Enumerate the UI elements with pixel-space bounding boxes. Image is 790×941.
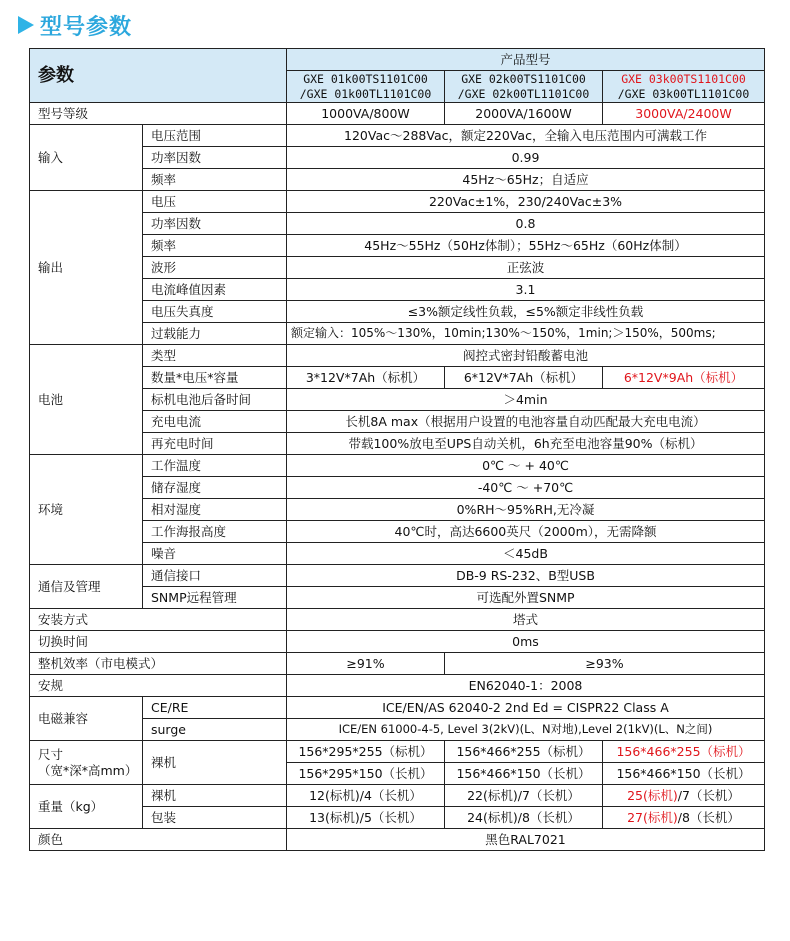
cell: 156*466*150（长机） [445, 763, 603, 785]
row-label: 过载能力 [143, 323, 287, 345]
row-label: 安装方式 [30, 609, 287, 631]
table-row [30, 103, 765, 125]
spec-table [29, 48, 765, 851]
cell: 156*295*150（长机） [287, 763, 445, 785]
model-cell-2 [445, 71, 603, 103]
cell-part: 27(标机) [627, 810, 678, 825]
cell-part: 25(标机) [627, 788, 678, 803]
cell: 0℃ ～ + 40℃ [287, 455, 765, 477]
group-label: 通信及管理 [30, 565, 143, 609]
cell: 156*295*255（标机） [287, 741, 445, 763]
group-label: 重量（kg） [30, 785, 143, 829]
row-label: 工作海报高度 [143, 521, 287, 543]
table-row [30, 609, 765, 631]
row-label: 频率 [143, 235, 287, 257]
cell: ＞4min [287, 389, 765, 411]
model-line: /GXE 03k00TL1101C00 [617, 86, 750, 101]
table-row [30, 741, 765, 763]
cell: EN62040-1：2008 [287, 675, 765, 697]
table-row [30, 455, 765, 477]
label-line: （宽*深*高mm） [38, 762, 138, 778]
cell: DB-9 RS-232、B型USB [287, 565, 765, 587]
model-cell-1 [287, 71, 445, 103]
model-header: 产品型号 [287, 49, 765, 71]
row-label: CE/RE [143, 697, 287, 719]
row-label: 包装 [143, 807, 287, 829]
row-label: 电压范围 [143, 125, 287, 147]
group-label: 电磁兼容 [30, 697, 143, 741]
cell: 0.99 [287, 147, 765, 169]
cell: 3.1 [287, 279, 765, 301]
group-label: 电池 [30, 345, 143, 455]
row-label: 电流峰值因素 [143, 279, 287, 301]
row-label: 裸机 [143, 785, 287, 807]
row-label: 功率因数 [143, 213, 287, 235]
cell: 12(标机)/4（长机） [287, 785, 445, 807]
table-row-header-1 [30, 49, 765, 71]
cell: ICE/EN/AS 62040-2 2nd Ed = CISPR22 Class A [287, 697, 765, 719]
cell-part: /7（长机） [677, 788, 740, 803]
model-line: GXE 03k00TS1101C00 [621, 71, 746, 86]
row-label: 电压 [143, 191, 287, 213]
table-row [30, 345, 765, 367]
page-header [18, 8, 132, 42]
row-label: 裸机 [143, 741, 287, 785]
cell [603, 807, 765, 829]
cell: 220Vac±1%，230/240Vac±3% [287, 191, 765, 213]
row-label: 再充电时间 [143, 433, 287, 455]
cell: ≥91% [287, 653, 445, 675]
param-header: 参数 [30, 49, 287, 103]
cell: 1000VA/800W [287, 103, 445, 125]
cell: 6*12V*9Ah（标机） [603, 367, 765, 389]
row-label: 数量*电压*容量 [143, 367, 287, 389]
cell: 额定输入：105%～130%，10min;130%～150%，1min;＞150%，500ms; [287, 323, 765, 345]
row-label: 频率 [143, 169, 287, 191]
table-row [30, 785, 765, 807]
cell: 156*466*255（标机） [603, 741, 765, 763]
group-label: 环境 [30, 455, 143, 565]
table-row [30, 565, 765, 587]
cell: ＜45dB [287, 543, 765, 565]
row-label: 波形 [143, 257, 287, 279]
row-label: 类型 [143, 345, 287, 367]
arrow-right-icon [18, 16, 34, 34]
cell: 45Hz～65Hz；自适应 [287, 169, 765, 191]
table-row [30, 125, 765, 147]
cell: ≤3%额定线性负载，≤5%额定非线性负载 [287, 301, 765, 323]
model-line: GXE 01k00TS1101C00 [303, 71, 428, 86]
model-line: /GXE 01k00TL1101C00 [299, 86, 432, 101]
model-line: GXE 02k00TS1101C00 [461, 71, 586, 86]
table-row [30, 631, 765, 653]
page-title: 型号参数 [40, 14, 133, 40]
row-label: 型号等级 [30, 103, 287, 125]
row-label: 安规 [30, 675, 287, 697]
row-label: SNMP远程管理 [143, 587, 287, 609]
table-row [30, 697, 765, 719]
cell: 阀控式密封铅酸蓄电池 [287, 345, 765, 367]
group-label: 输入 [30, 125, 143, 191]
group-label: 输出 [30, 191, 143, 345]
cell: 6*12V*7Ah（标机） [445, 367, 603, 389]
row-label: 整机效率（市电模式） [30, 653, 287, 675]
cell: 120Vac～288Vac，额定220Vac，全输入电压范围内可满载工作 [287, 125, 765, 147]
row-label: 充电电流 [143, 411, 287, 433]
cell: -40℃ ～ +70℃ [287, 477, 765, 499]
cell: 0%RH～95%RH,无冷凝 [287, 499, 765, 521]
row-label: 噪音 [143, 543, 287, 565]
model-line: /GXE 02k00TL1101C00 [457, 86, 590, 101]
cell: 正弦波 [287, 257, 765, 279]
row-label: 功率因数 [143, 147, 287, 169]
row-label: 电压失真度 [143, 301, 287, 323]
cell: 0.8 [287, 213, 765, 235]
row-label: 通信接口 [143, 565, 287, 587]
cell: 3*12V*7Ah（标机） [287, 367, 445, 389]
row-label: 切换时间 [30, 631, 287, 653]
cell: 156*466*255（标机） [445, 741, 603, 763]
cell: 22(标机)/7（长机） [445, 785, 603, 807]
cell: ≥93% [445, 653, 765, 675]
cell-part: /8（长机） [677, 810, 740, 825]
cell: 长机8A max（根据用户设置的电池容量自动匹配最大充电电流） [287, 411, 765, 433]
cell: 可选配外置SNMP [287, 587, 765, 609]
cell [603, 785, 765, 807]
cell: 2000VA/1600W [445, 103, 603, 125]
model-cell-3 [603, 71, 765, 103]
cell: 3000VA/2400W [603, 103, 765, 125]
table-row [30, 675, 765, 697]
table-row [30, 653, 765, 675]
row-label: 工作温度 [143, 455, 287, 477]
cell: 156*466*150（长机） [603, 763, 765, 785]
cell: 黑色RAL7021 [287, 829, 765, 851]
group-label [30, 741, 143, 785]
table-row [30, 829, 765, 851]
row-label: 储存湿度 [143, 477, 287, 499]
row-label: 颜色 [30, 829, 287, 851]
cell: 塔式 [287, 609, 765, 631]
cell: ICE/EN 61000-4-5, Level 3(2kV)(L、N对地),Level 2(1kV)(L、N之间) [287, 719, 765, 741]
row-label: 标机电池后备时间 [143, 389, 287, 411]
row-label: surge [143, 719, 287, 741]
cell: 13(标机)/5（长机） [287, 807, 445, 829]
table-row [30, 191, 765, 213]
cell: 24(标机)/8（长机） [445, 807, 603, 829]
cell: 带载100%放电至UPS自动关机，6h充至电池容量90%（标机） [287, 433, 765, 455]
row-label: 相对湿度 [143, 499, 287, 521]
cell: 0ms [287, 631, 765, 653]
label-line: 尺寸 [38, 746, 64, 762]
cell: 45Hz～55Hz（50Hz体制）；55Hz～65Hz（60Hz体制） [287, 235, 765, 257]
cell: 40℃时，高达6600英尺（2000m），无需降额 [287, 521, 765, 543]
